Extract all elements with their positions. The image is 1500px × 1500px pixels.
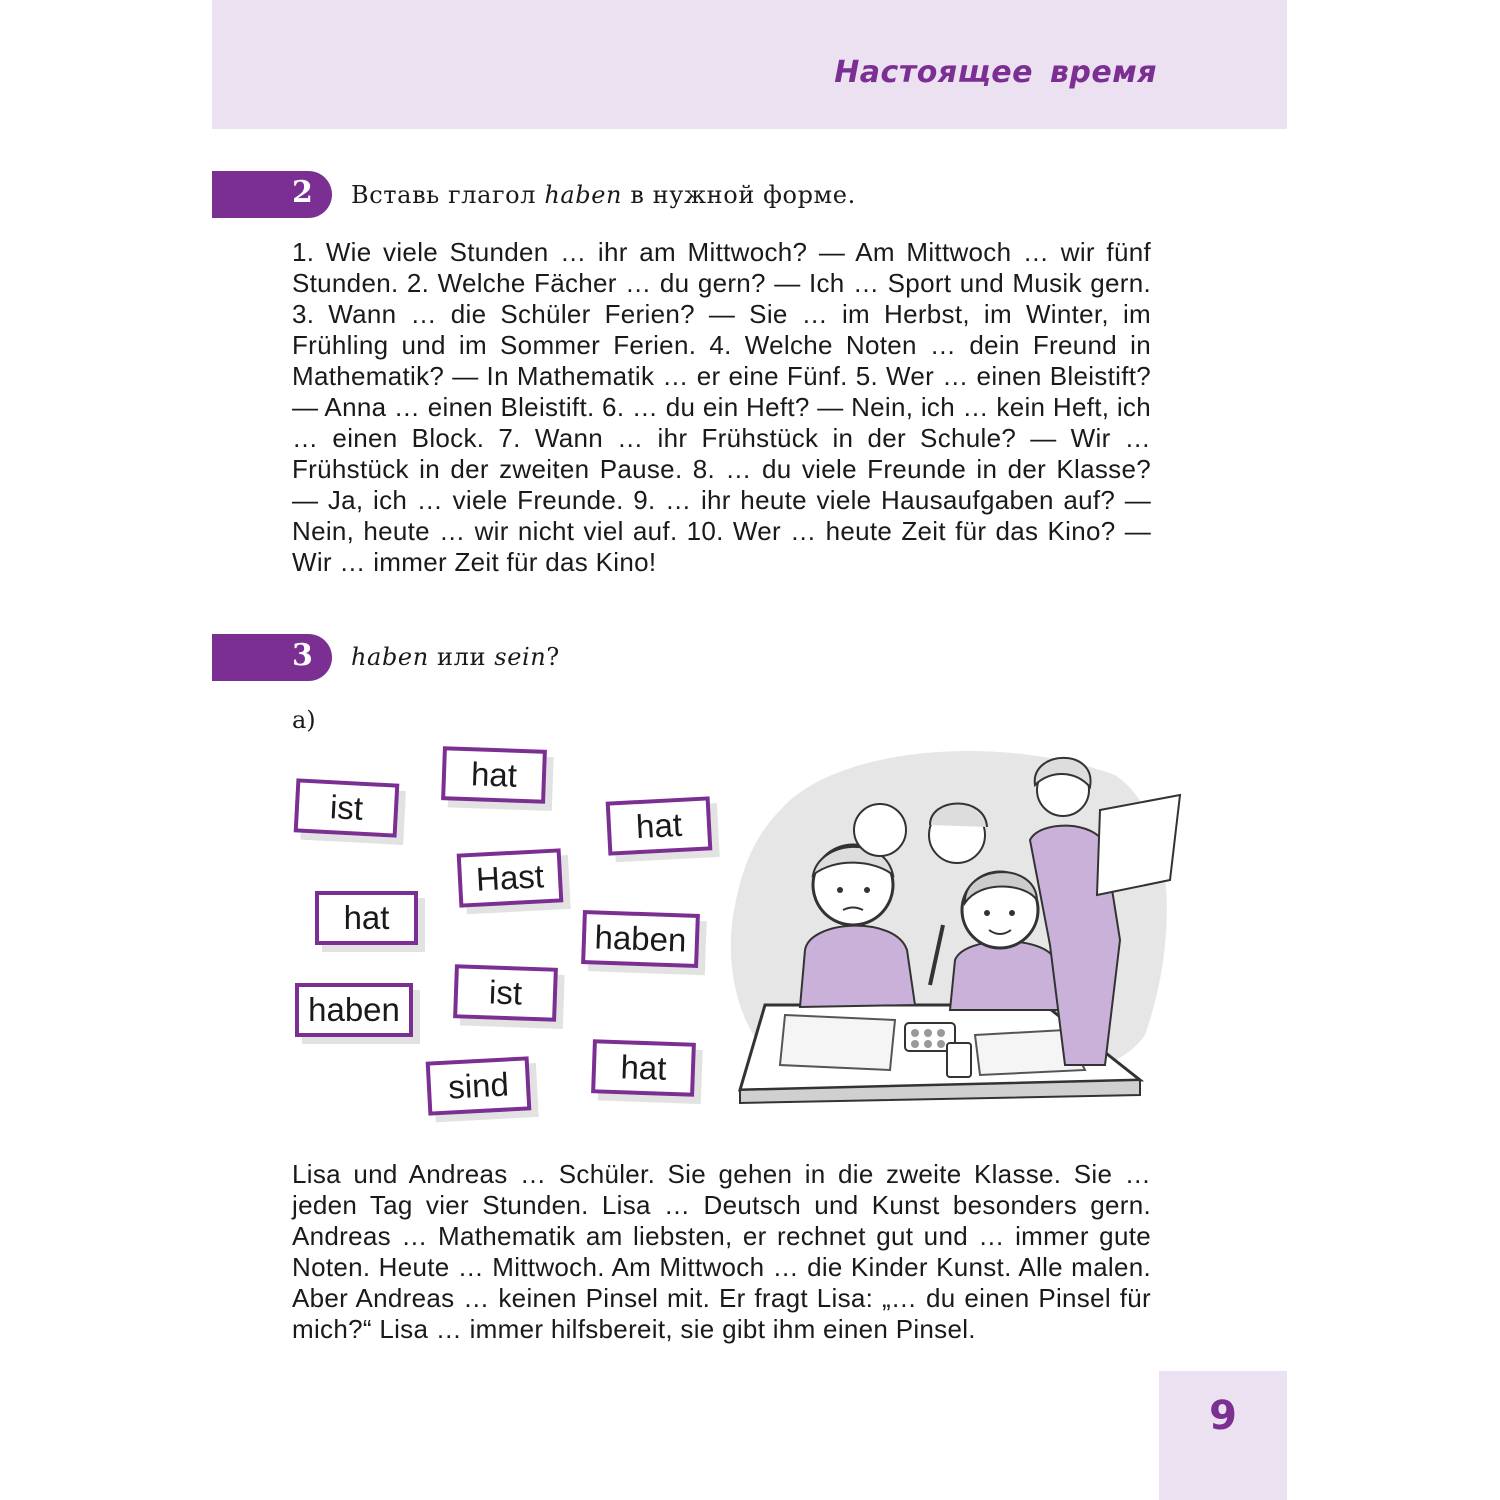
boy-shirt — [800, 926, 915, 1007]
word-card: hat — [591, 1039, 696, 1097]
instruction-end: ? — [546, 643, 560, 671]
instruction-suffix: в нужной форме. — [622, 181, 856, 209]
word-card: sind — [426, 1056, 532, 1115]
exercise-2-tab — [212, 171, 332, 218]
instruction-word-haben: haben — [351, 643, 429, 671]
word-card: hat — [315, 891, 418, 945]
instruction-mid: или — [428, 643, 495, 671]
drawing-paper — [780, 1015, 895, 1070]
girl-dress — [950, 941, 1060, 1010]
child-back-head — [854, 804, 906, 856]
word-card: ist — [294, 778, 400, 837]
instruction-word-sein: sein — [494, 643, 547, 671]
word-card: Hast — [457, 848, 564, 907]
exercise-3-tab — [212, 634, 332, 681]
section-title: Настоящее время — [834, 55, 1157, 90]
teacher-sheet — [1097, 795, 1180, 895]
exercise-2-text: 1. Wie viele Stunden … ihr am Mittwoch? — Am Mittwoch … wir fünf Stunden. 2. Welche Fächer … du gern? — Ich … Sport und Musik gern. 3. Wann … die Schüler Ferien? — Sie … im Herbst, im Winter, im Frühling und im Sommer Ferien. 4. Welche Noten … dein Freund in Mathematik? — In Mathematik … er eine Fünf. 5. Wer … einen Bleistift? — Anna … einen Bleistift. 6. … du ein Heft? — Nein, ich … kein Heft, ich … einen Block. 7. Wann … ihr Frühstück in der Schule? — Wir … Frühstück in der zweiten Pause. 8. … du viele Freunde in der Klasse? — Ja, ich … viele Freunde. 9. … ihr heute viele Hausaufgaben auf? — Nein, heute … wir nicht viel auf. 10. Wer … heute Zeit für das Kino? — Wir … immer Zeit für das Kino! — [292, 237, 1151, 577]
word-card: ist — [453, 964, 558, 1022]
instruction-verb: haben — [544, 181, 623, 209]
word-card: hat — [606, 796, 713, 855]
exercise-2-instruction — [351, 181, 856, 209]
word-card: haben — [581, 910, 700, 968]
exercise-3-number: 3 — [292, 638, 313, 673]
header-band — [212, 0, 1287, 129]
classroom-illustration — [725, 735, 1185, 1110]
sub-label-a: а) — [292, 706, 316, 734]
water-cup — [947, 1043, 971, 1077]
exercise-3-instruction — [351, 643, 560, 671]
exercise-2-number: 2 — [292, 175, 313, 210]
page-number: 9 — [1209, 1393, 1237, 1439]
instruction-prefix: Вставь глагол — [351, 181, 545, 209]
page-number-tab — [1159, 1371, 1287, 1500]
word-card: hat — [441, 746, 547, 804]
word-card: haben — [295, 983, 413, 1037]
exercise-3-text: Lisa und Andreas … Schüler. Sie gehen in die zweite Klasse. Sie … jeden Tag vier Stunden. Lisa … Deutsch und Kunst besonders gern. Andreas … Mathematik am liebsten, er rechnet gut und … immer gute Noten. Heute … Mittwoch. Am Mittwoch … die Kinder Kunst. Alle malen. Aber Andreas … keinen Pinsel mit. Er fragt Lisa: „… du einen Pinsel für mich?“ Lisa … immer hilfsbereit, sie gibt ihm einen Pinsel. — [292, 1159, 1151, 1344]
